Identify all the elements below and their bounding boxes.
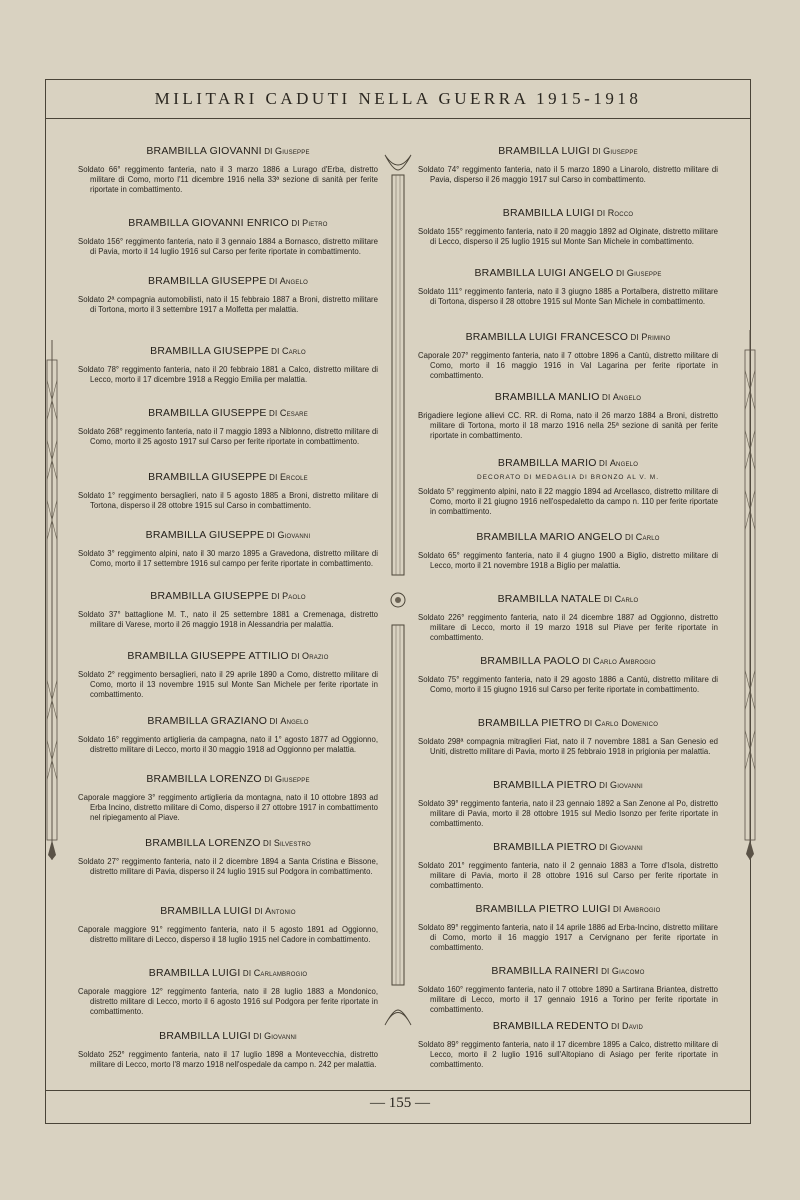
entry-father: Angelo [612, 392, 642, 402]
entry-father: Ercole [279, 472, 308, 482]
obituary-entry [78, 471, 378, 511]
entry-di: DI [628, 333, 642, 342]
obituary-entry [78, 407, 378, 447]
entry-di: DI [266, 277, 280, 286]
entry-di: DI [599, 393, 613, 402]
entry-name [78, 145, 378, 157]
entry-text: Soldato 201° reggimento fanteria, nato il 2 gennaio 1883 a Torre d'Isola, distretto militare di Pavia, morto il 28 ottobre 1916 sul Carso per ferite riportate in combattimento. [418, 861, 718, 890]
entry-text: Caporale maggiore 91° reggimento fanteria, nato il 5 agosto 1891 ad Oggionno, distretto militare di Lecco, disperso il 18 luglio 1915 nel Cadore in combattimento. [78, 925, 378, 944]
entry-father: Giovanni [264, 1031, 297, 1041]
entry-name [78, 529, 378, 541]
entry-father: Giacomo [611, 966, 645, 976]
entry-surname: BRAMBILLA MARIO ANGELO [476, 531, 623, 543]
entry-di: DI [579, 657, 594, 666]
entry-surname: BRAMBILLA MANLIO [494, 391, 600, 403]
entry-surname: BRAMBILLA MARIO [497, 457, 597, 469]
entry-name [418, 841, 718, 853]
entry-name [418, 655, 718, 667]
obituary-entry [78, 1030, 378, 1070]
page-number: — 155 — [370, 1095, 430, 1111]
obituary-entry [78, 905, 378, 945]
entry-text: Caporale maggiore 12° reggimento fanteria, nato il 28 luglio 1883 a Mondonico, distretto militare di Lecco, morto il 6 agosto 1916 sul Podgora per ferite riportate in combattimento. [78, 987, 378, 1016]
entry-di: DI [288, 219, 303, 228]
entry-father: Carlambrogio [253, 968, 308, 978]
entry-name [78, 275, 378, 287]
obituary-entry [78, 590, 378, 630]
entry-name [78, 650, 378, 662]
entry-father: Carlo [635, 532, 660, 542]
entry-surname: BRAMBILLA PIETRO [493, 841, 597, 853]
entry-father: Antonio [265, 906, 296, 916]
entry-text: Soldato 3° reggimento alpini, nato il 30 marzo 1895 a Gravedona, distretto militare di Como, morto il 17 settembre 1916 sul campo per ferite riportate in combattimento. [78, 549, 378, 568]
entry-di: DI [264, 531, 278, 540]
page-header [45, 79, 751, 119]
entry-text: Soldato 2ª compagnia automobilisti, nato il 15 febbraio 1887 a Broni, distretto militare di Tortona, morto il 3 settembre 1917 a Molfetta per malattia. [78, 295, 378, 314]
entry-text: Soldato 75° reggimento fanteria, nato il 29 agosto 1886 a Cantù, distretto militare di Como, morto il 15 giugno 1916 sul Carso per ferite riportate in combattimento. [418, 675, 718, 694]
entry-name [418, 267, 718, 279]
entry-surname: BRAMBILLA PIETRO [493, 779, 597, 791]
entry-text: Soldato 5° reggimento alpini, nato il 22 maggio 1894 ad Arcellasco, distretto militare di Como, morto il 21 giugno 1916 nell'ospedaletto da campo n. 110 per ferite riportate in combattimento. [418, 487, 718, 516]
entry-text: Soldato 1° reggimento bersaglieri, nato il 5 agosto 1885 a Broni, distretto militare di Tortona, disperso il 28 ottobre 1915 sul Carso in combattimento. [78, 491, 378, 510]
obituary-entry [418, 841, 718, 890]
entry-surname: BRAMBILLA GRAZIANO [147, 715, 268, 727]
entry-name [418, 531, 718, 543]
entry-father: Pietro [302, 218, 328, 228]
entry-surname: BRAMBILLA PAOLO [480, 655, 580, 667]
entry-name [418, 965, 718, 977]
entry-father: Carlo [614, 594, 639, 604]
entry-father: Orazio [302, 651, 329, 661]
entry-surname: BRAMBILLA GIUSEPPE ATTILIO [127, 650, 289, 662]
entry-di: DI [267, 717, 281, 726]
entry-surname: BRAMBILLA RAINERI [491, 965, 599, 977]
fasces-column-icon [383, 145, 413, 1035]
obituary-entry [418, 779, 718, 828]
entry-father: Giovanni [277, 530, 311, 540]
entry-father: Giuseppe [626, 268, 662, 278]
entry-father: Giuseppe [275, 774, 310, 784]
entry-name [418, 593, 718, 605]
entry-surname: BRAMBILLA LUIGI [159, 1030, 251, 1042]
entry-di: DI [622, 533, 636, 542]
entry-name [78, 217, 378, 229]
entry-text: Soldato 2° reggimento bersaglieri, nato il 29 aprile 1890 a Como, distretto militare di Como, morto il 13 novembre 1915 sul Monte San Michele per ferite riportate in combattimento. [78, 670, 378, 699]
entry-text: Soldato 39° reggimento fanteria, nato il 23 gennaio 1892 a San Zenone al Po, distretto militare di Pavia, morto il 28 ottobre 1915 sul Medio Isonzo per ferite riportate in combattimento. [418, 799, 718, 828]
entry-name [418, 457, 718, 469]
entry-di: DI [261, 147, 276, 156]
entry-di: DI [266, 409, 280, 418]
entry-name [78, 967, 378, 979]
entry-surname: BRAMBILLA LORENZO [146, 773, 262, 785]
entry-text: Soldato 78° reggimento fanteria, nato il 20 febbraio 1881 a Calco, distretto militare di Lecco, morto il 17 dicembre 1918 a Reggio Emilia per malattia. [78, 365, 378, 384]
entry-text: Soldato 298ª compagnia mitraglieri Fiat, nato il 7 novembre 1881 a San Genesio ed Uniti, distretto militare di Pavia, morto il 25 febbraio 1918 in prigionia per malattia. [418, 737, 718, 756]
entry-text: Soldato 111° reggimento fanteria, nato il 3 giugno 1885 a Portalbera, distretto militare di Tortona, disperso il 28 ottobre 1915 sul Monte San Michele in combattimento. [418, 287, 718, 306]
entry-name [78, 773, 378, 785]
obituary-entry [78, 145, 378, 194]
entry-father: Angelo [280, 716, 309, 726]
entry-surname: BRAMBILLA REDENTO [492, 1020, 609, 1032]
entry-name [418, 779, 718, 791]
entry-father: David [622, 1021, 644, 1031]
entry-di: DI [266, 473, 280, 482]
entry-text: Soldato 160° reggimento fanteria, nato il 7 ottobre 1890 a Sartirana Briantea, distretto militare di Lecco, morto il 17 gennaio 1916 a Torino per ferite riportate in combattimento. [418, 985, 718, 1014]
obituary-entry [78, 773, 378, 822]
entry-di: DI [261, 775, 276, 784]
entry-name [78, 715, 378, 727]
entry-di: DI [251, 907, 266, 916]
entry-surname: BRAMBILLA GIOVANNI [146, 145, 262, 157]
entry-text: Caporale maggiore 3° reggimento artiglieria da montagna, nato il 10 ottobre 1893 ad Erba Incino, distretto militare di Como, disperso il 27 ottobre 1917 in combattimento nel ripiegamento al Piave. [78, 793, 378, 822]
entry-di: DI [594, 209, 608, 218]
obituary-entry [78, 715, 378, 755]
obituary-entry [418, 331, 718, 380]
entry-surname: BRAMBILLA LUIGI FRANCESCO [465, 331, 629, 343]
entry-di: DI [240, 969, 254, 978]
entry-father: Carlo [281, 346, 306, 356]
entry-text: Soldato 268° reggimento fanteria, nato il 7 maggio 1893 a Niblonno, distretto militare di Como, morto il 25 agosto 1917 sul Carso per ferite riportate in combattimento. [78, 427, 379, 446]
entry-name [418, 331, 718, 343]
entry-name [78, 905, 378, 917]
entry-name [418, 145, 718, 157]
entry-text: Soldato 226° reggimento fanteria, nato il 24 dicembre 1887 ad Oggionno, distretto militare di Lecco, morto il 19 marzo 1918 sul Piave per ferite riportate in combattimento. [418, 613, 718, 642]
entry-father: Paolo [282, 591, 306, 601]
entry-di: DI [598, 967, 612, 976]
entry-surname: BRAMBILLA GIUSEPPE [148, 407, 267, 419]
left-lance-icon [37, 340, 67, 860]
entry-name [78, 407, 378, 419]
entry-di: DI [589, 147, 604, 156]
entry-di: DI [596, 843, 610, 852]
obituary-entry [78, 275, 378, 315]
entry-father: Cesare [279, 408, 308, 418]
entry-text: Soldato 74° reggimento fanteria, nato il 5 marzo 1890 a Linarolo, distretto militare di Pavia, disperso il 26 maggio 1917 sul Carso in combattimento. [418, 165, 718, 184]
entry-text: Soldato 16° reggimento artiglieria da campagna, nato il 1° agosto 1877 ad Oggionno, distretto militare di Lecco, morto il 30 maggio 1918 ad Oggionno per malattia. [78, 735, 378, 754]
entry-text: Soldato 66° reggimento fanteria, nato il 3 marzo 1886 a Lurago d'Erba, distretto militare di Como, morto l'11 dicembre 1916 nella 33ª sezione di sanità per ferite riportate in combattimento. [78, 165, 378, 194]
entry-name [418, 207, 718, 219]
entry-surname: BRAMBILLA GIUSEPPE [150, 345, 269, 357]
entry-text: Soldato 89° reggimento fanteria, nato il 14 aprile 1886 ad Erba-Incino, distretto militare di Como, morto il 16 maggio 1917 a Cervignano per ferite riportate in combattimento. [418, 923, 718, 952]
obituary-entry [418, 457, 718, 516]
obituary-entry [418, 1020, 718, 1069]
obituary-entry [418, 207, 718, 247]
entry-surname: BRAMBILLA PIETRO LUIGI [475, 903, 611, 915]
obituary-entry [418, 267, 718, 307]
entry-text: Soldato 37° battaglione M. T., nato il 25 settembre 1881 a Cremenaga, distretto militare di Varese, morto il 26 maggio 1918 in Alessandria per malattia. [78, 610, 378, 629]
obituary-entry [78, 529, 378, 569]
entry-text: Caporale 207° reggimento fanteria, nato il 7 ottobre 1896 a Cantù, distretto militare di Como, morto il 16 maggio 1916 in Val Lagarina per ferite riportate in combattimento. [418, 351, 718, 380]
obituary-entry [78, 345, 378, 385]
obituary-entry [418, 391, 718, 440]
entry-father: Rocco [607, 208, 634, 218]
entry-surname: BRAMBILLA GIOVANNI ENRICO [128, 217, 289, 229]
entry-decoration: DECORATO DI MEDAGLIA DI BRONZO AL V. M. [476, 474, 660, 481]
obituary-entry [78, 217, 378, 257]
entry-di: DI [268, 347, 282, 356]
obituary-entry [418, 717, 718, 757]
entry-name [78, 837, 378, 849]
entry-di: DI [601, 595, 615, 604]
entry-father: Giovanni [610, 780, 643, 790]
entry-name [418, 717, 718, 729]
entry-di: DI [613, 269, 627, 278]
entry-surname: BRAMBILLA LUIGI [148, 967, 241, 979]
entry-text: Brigadiere legione allievi CC. RR. di Roma, nato il 26 marzo 1884 a Broni, distretto militare di Tortona, morto il 18 marzo 1916 nella 25ª sezione di sanità per ferite riportate in combattimento. [418, 411, 718, 440]
entry-di: DI [250, 1032, 265, 1041]
entry-text: Soldato 252° reggimento fanteria, nato il 17 luglio 1898 a Montevecchia, distretto militare di Lecco, morto l'8 marzo 1918 nell'ospedale da campo n. 242 per malattia. [78, 1050, 378, 1069]
entry-di: DI [260, 839, 274, 848]
entry-di: DI [581, 719, 595, 728]
entry-di: DI [596, 781, 610, 790]
entry-name [418, 1020, 718, 1032]
obituary-entry [418, 531, 718, 571]
entry-surname: BRAMBILLA LUIGI [502, 207, 595, 219]
entry-father: Angelo [279, 276, 309, 286]
obituary-entry [78, 650, 378, 699]
entry-father: Angelo [609, 458, 639, 468]
entry-father: Giuseppe [603, 146, 638, 156]
obituary-entry [418, 145, 718, 185]
entry-father: Carlo Ambrogio [593, 656, 656, 666]
right-lance-icon [735, 330, 765, 860]
entry-text: Soldato 155° reggimento fanteria, nato il 20 maggio 1892 ad Olginate, distretto militare di Lecco, disperso il 25 luglio 1915 sul Monte San Michele in combattimento. [418, 227, 718, 246]
entry-surname: BRAMBILLA NATALE [497, 593, 602, 605]
entry-di: DI [268, 592, 283, 601]
entry-text: Soldato 65° reggimento fanteria, nato il 4 giugno 1900 a Biglio, distretto militare di Lecco, morto il 21 novembre 1918 a Biglio per malattia. [418, 551, 718, 570]
page-title: MILITARI CADUTI NELLA GUERRA 1915-1918 [154, 88, 642, 108]
entry-name [78, 345, 378, 357]
obituary-entry [78, 837, 378, 877]
entry-name [78, 471, 378, 483]
entry-text: Soldato 156° reggimento fanteria, nato il 3 gennaio 1884 a Bornasco, distretto militare di Pavia, morto il 14 luglio 1916 sul Carso per ferite riportate in combattimento. [78, 237, 378, 256]
entry-text: Soldato 89° reggimento fanteria, nato il 17 dicembre 1895 a Calco, distretto militare di Lecco, morto il 2 luglio 1916 sull'Altopiano di Asiago per ferite riportate in combattimento. [418, 1040, 718, 1069]
entry-father: Giovanni [610, 842, 643, 852]
entry-father: Silvestro [273, 838, 311, 848]
obituary-entry [78, 967, 378, 1016]
footer-rule [45, 1090, 751, 1091]
entry-surname: BRAMBILLA LUIGI [160, 905, 252, 917]
entry-name [78, 590, 378, 602]
obituary-entry [418, 655, 718, 695]
entry-father: Primino [641, 332, 671, 342]
entry-surname: BRAMBILLA LUIGI ANGELO [474, 267, 614, 279]
obituary-entry [418, 903, 718, 952]
entry-surname: BRAMBILLA PIETRO [477, 717, 582, 729]
entry-name [78, 1030, 378, 1042]
entry-surname: BRAMBILLA GIUSEPPE [150, 590, 269, 602]
entry-surname: BRAMBILLA LUIGI [498, 145, 590, 157]
entry-di: DI [288, 652, 303, 661]
entry-name [418, 391, 718, 403]
entry-father: Carlo Domenico [594, 718, 659, 728]
obituary-entry [418, 593, 718, 642]
entry-surname: BRAMBILLA GIUSEPPE [145, 529, 265, 541]
entry-surname: BRAMBILLA GIUSEPPE [147, 275, 267, 287]
entry-text: Soldato 27° reggimento fanteria, nato il 2 dicembre 1894 a Santa Cristina e Bissone, distretto militare di Pavia, disperso il 24 luglio 1915 sul Podgora in combattimento. [78, 857, 378, 876]
entry-di: DI [608, 1022, 622, 1031]
entry-surname: BRAMBILLA GIUSEPPE [148, 471, 267, 483]
obituary-entry [418, 965, 718, 1014]
entry-name [418, 903, 718, 915]
entry-di: DI [610, 905, 624, 914]
entry-surname: BRAMBILLA LORENZO [145, 837, 261, 849]
entry-father: Ambrogio [623, 904, 661, 914]
entry-father: Giuseppe [275, 146, 310, 156]
entry-di: DI [596, 459, 610, 468]
